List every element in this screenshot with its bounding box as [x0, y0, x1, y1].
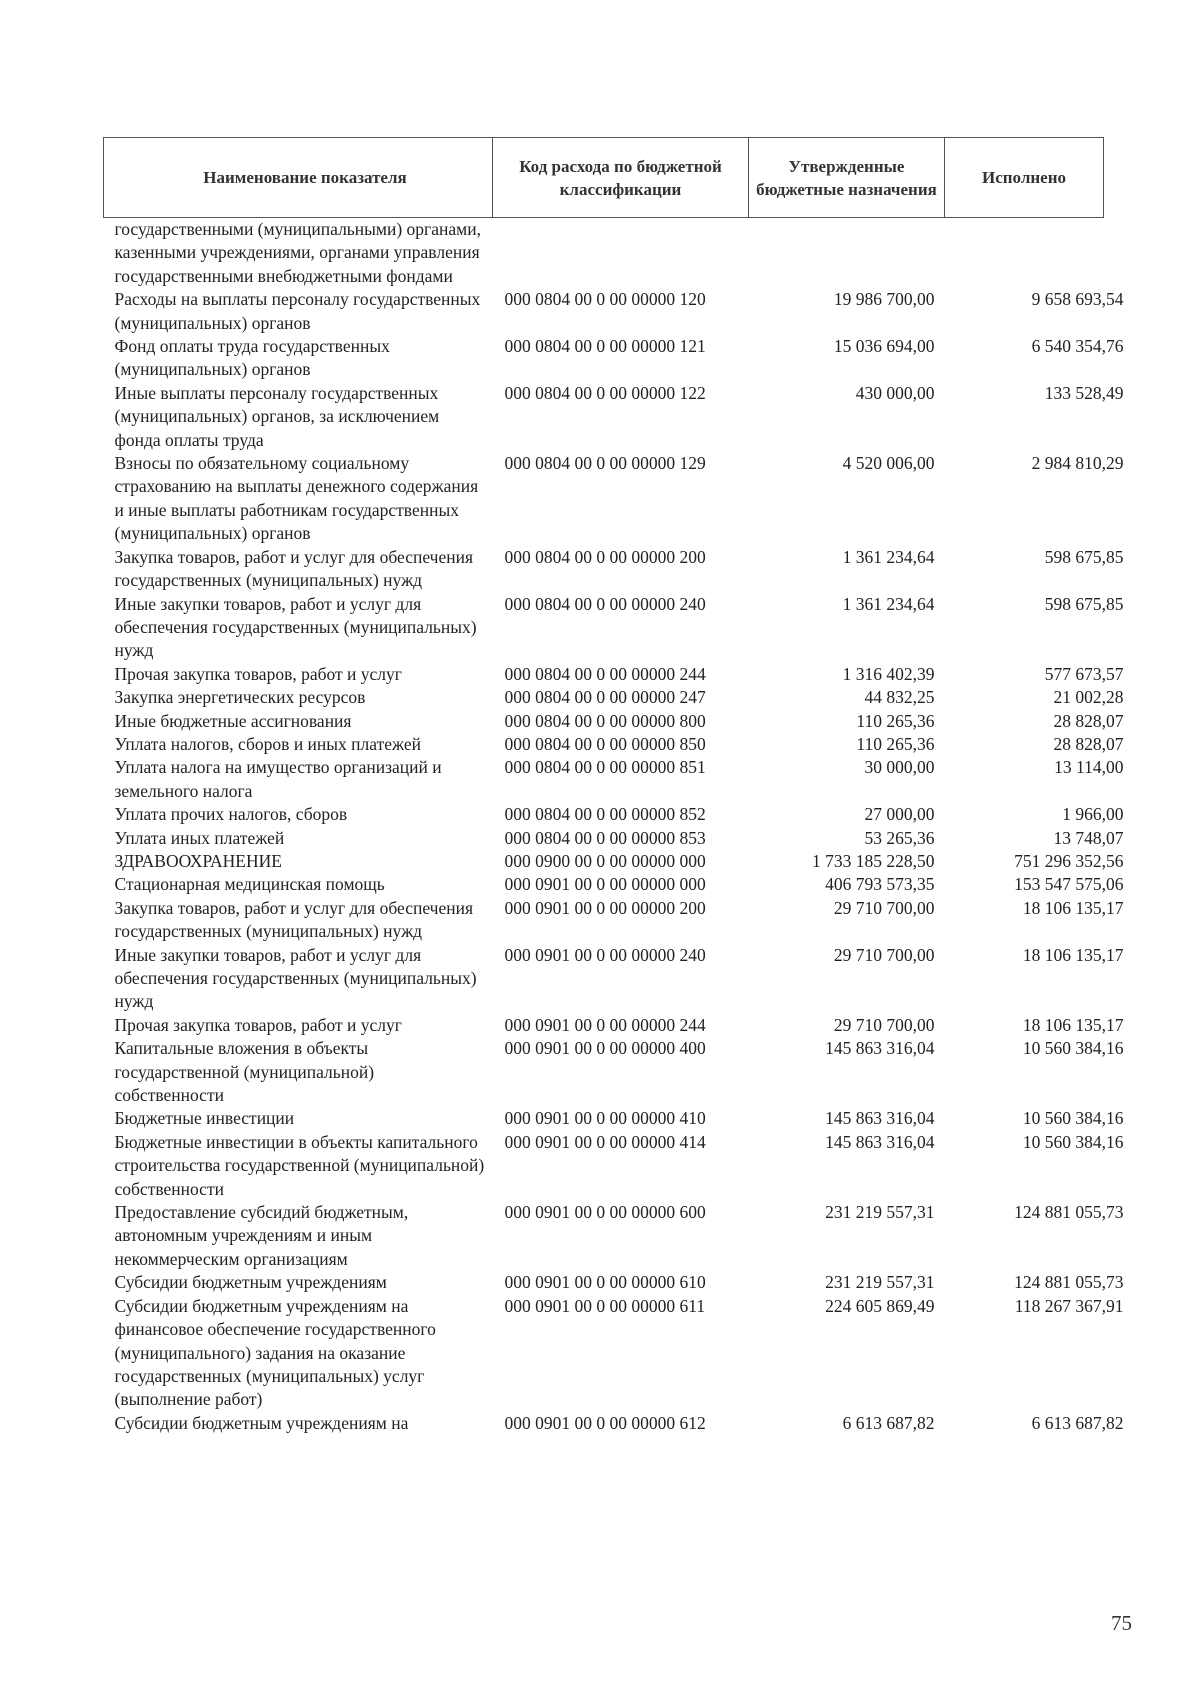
cell-plan: 430 000,00	[855, 382, 935, 403]
cell-done	[945, 897, 1124, 944]
cell-name: Расходы на выплаты персоналу государственных (муниципальных) органов	[114, 289, 481, 333]
cell-plan: 145 863 316,04	[825, 1038, 935, 1059]
table-row	[104, 850, 1104, 873]
cell-name: Закупка товаров, работ и услуг для обеспечения государственных (муниципальных) нужд	[114, 897, 474, 942]
cell-plan: 19 986 700,00	[833, 289, 935, 310]
cell-done-value: 6 540 354,76	[1031, 336, 1124, 357]
header-plan: Утвержденные бюджетные назначения	[749, 138, 945, 218]
cell-done-value: 10 560 384,16	[1022, 1108, 1124, 1129]
cell-name: Бюджетные инвестиции	[114, 1108, 295, 1129]
cell-code: 000 0804 00 0 00 00000 121	[504, 336, 706, 357]
cell-name: Уплата налогов, сборов и иных платежей	[114, 733, 421, 754]
table-row	[104, 686, 1104, 709]
cell-plan: 53 265,36	[864, 827, 935, 848]
table-row	[104, 1131, 1104, 1201]
cell-done-value: 10 560 384,16	[1022, 1038, 1124, 1059]
cell-done-value: 118 267 367,91	[1014, 1295, 1124, 1316]
cell-code: 000 0804 00 0 00 00000 122	[504, 382, 706, 403]
cell-done-value: 18 106 135,17	[1022, 944, 1124, 965]
cell-plan: 110 265,36	[856, 710, 935, 731]
cell-name: Бюджетные инвестиции в объекты капитального строительства государственной (муниципальной) собственности	[114, 1131, 485, 1199]
cell-plan: 1 361 234,64	[842, 593, 935, 614]
cell-plan: 44 832,25	[864, 687, 935, 708]
table-row	[104, 897, 1104, 944]
cell-plan: 6 613 687,82	[842, 1412, 935, 1433]
cell-done-value: 124 881 055,73	[1014, 1202, 1124, 1223]
cell-done-value: 751 296 352,56	[1014, 850, 1124, 871]
cell-done-value: 18 106 135,17	[1022, 897, 1124, 918]
cell-code: 000 0804 00 0 00 00000 851	[504, 757, 706, 778]
header-name: Наименование показателя	[104, 138, 493, 218]
cell-done-value: 21 002,28	[1053, 687, 1124, 708]
table-row	[104, 827, 1104, 850]
table-row	[104, 218, 1104, 289]
cell-plan: 110 265,36	[856, 733, 935, 754]
cell-name: Фонд оплаты труда государственных (муниципальных) органов	[114, 336, 390, 380]
table-row	[104, 382, 1104, 452]
cell-code: 000 0804 00 0 00 00000 200	[504, 546, 706, 567]
cell-code: 000 0901 00 0 00 00000 410	[504, 1108, 706, 1129]
cell-plan: 231 219 557,31	[825, 1272, 935, 1293]
cell-done	[945, 944, 1124, 1014]
cell-code: 000 0901 00 0 00 00000 611	[504, 1295, 706, 1316]
cell-name: Стационарная медицинская помощь	[114, 874, 385, 895]
cell-plan: 1 361 234,64	[842, 546, 935, 567]
cell-code: 000 0804 00 0 00 00000 853	[504, 827, 706, 848]
cell-done-value: 18 106 135,17	[1022, 1014, 1124, 1035]
cell-done	[945, 1037, 1124, 1107]
cell-name: Субсидии бюджетным учреждениям на финансовое обеспечение государственного (муниципального) задания на оказание государственных (муниципальных) услуг (выполнение работ)	[114, 1295, 436, 1410]
table-row	[104, 1037, 1104, 1107]
cell-done-value: 28 828,07	[1053, 733, 1124, 754]
cell-done-value: 577 673,57	[1044, 663, 1124, 684]
cell-done-value: 124 881 055,73	[1014, 1272, 1124, 1293]
cell-name: Субсидии бюджетным учреждениям на	[114, 1412, 409, 1433]
cell-plan: 4 520 006,00	[842, 453, 935, 474]
cell-code: 000 0804 00 0 00 00000 852	[504, 804, 706, 825]
cell-done-value: 1 966,00	[1062, 804, 1124, 825]
cell-plan: 145 863 316,04	[825, 1131, 935, 1152]
table-row	[104, 710, 1104, 733]
budget-table	[103, 137, 1124, 1435]
cell-done	[945, 382, 1124, 452]
cell-done	[945, 827, 1124, 850]
cell-done	[945, 218, 1104, 289]
cell-done	[945, 733, 1124, 756]
cell-name: Уплата налога на имущество организаций и земельного налога	[114, 757, 442, 801]
cell-done-value: 13 114,00	[1054, 757, 1124, 778]
cell-code: 000 0901 00 0 00 00000 600	[504, 1202, 706, 1223]
cell-done	[945, 593, 1124, 663]
cell-name: Прочая закупка товаров, работ и услуг	[114, 663, 402, 684]
cell-plan: 29 710 700,00	[833, 1014, 935, 1035]
table-row	[104, 756, 1104, 803]
cell-code: 000 0901 00 0 00 00000 414	[504, 1131, 706, 1152]
cell-plan: 224 605 869,49	[825, 1295, 935, 1316]
cell-done-value: 133 528,49	[1044, 382, 1124, 403]
table-row	[104, 1271, 1104, 1294]
cell-done	[945, 1295, 1124, 1412]
table-row	[104, 452, 1104, 546]
cell-done	[945, 803, 1124, 826]
cell-code: 000 0901 00 0 00 00000 000	[504, 874, 706, 895]
cell-done-value: 10 560 384,16	[1022, 1131, 1124, 1152]
cell-code: 000 0901 00 0 00 00000 200	[504, 897, 706, 918]
cell-name: Предоставление субсидий бюджетным, автономным учреждениям и иным некоммерческим организациям	[114, 1202, 409, 1269]
cell-plan: 15 036 694,00	[833, 336, 935, 357]
table-row	[104, 944, 1104, 1014]
table-row	[104, 546, 1104, 593]
cell-done-value: 153 547 575,06	[1014, 874, 1124, 895]
cell-name: Уплата прочих налогов, сборов	[114, 804, 348, 825]
header-done: Исполнено	[945, 138, 1104, 218]
cell-code: 000 0804 00 0 00 00000 800	[504, 710, 706, 731]
table-row	[104, 1014, 1104, 1037]
cell-plan: 27 000,00	[864, 804, 935, 825]
table-body	[104, 218, 1124, 1436]
cell-plan: 1 316 402,39	[842, 663, 935, 684]
cell-done	[945, 288, 1124, 335]
header-code: Код расхода по бюджетной классификации	[493, 138, 749, 218]
cell-name: Прочая закупка товаров, работ и услуг	[114, 1014, 402, 1035]
cell-done-value: 598 675,85	[1044, 546, 1124, 567]
cell-done-value: 2 984 810,29	[1031, 453, 1124, 474]
cell-plan: 145 863 316,04	[825, 1108, 935, 1129]
cell-done	[945, 1014, 1124, 1037]
table-row	[104, 803, 1104, 826]
cell-name: Иные закупки товаров, работ и услуг для обеспечения государственных (муниципальных) нужд	[114, 944, 477, 1012]
cell-done	[945, 873, 1124, 896]
cell-name: Уплата иных платежей	[114, 827, 285, 848]
cell-plan: 30 000,00	[864, 757, 935, 778]
cell-code: 000 0901 00 0 00 00000 244	[504, 1014, 706, 1035]
table-row	[104, 1201, 1104, 1271]
cell-done	[945, 686, 1124, 709]
cell-done-value: 6 613 687,82	[1031, 1412, 1124, 1433]
cell-name: Взносы по обязательному социальному страхованию на выплаты денежного содержания и иные выплаты работникам государственных (муниципальных) органов	[114, 453, 479, 544]
cell-code	[493, 218, 749, 289]
cell-name: Закупка товаров, работ и услуг для обеспечения государственных (муниципальных) нужд	[114, 546, 474, 591]
cell-done	[945, 1271, 1124, 1294]
table-row	[104, 1295, 1104, 1412]
cell-plan	[749, 218, 945, 289]
cell-done	[945, 663, 1124, 686]
cell-done	[945, 1131, 1124, 1201]
cell-name: Иные закупки товаров, работ и услуг для обеспечения государственных (муниципальных) нужд	[114, 593, 477, 661]
cell-name: Субсидии бюджетным учреждениям	[114, 1272, 387, 1293]
cell-plan: 29 710 700,00	[833, 944, 935, 965]
table-row	[104, 733, 1104, 756]
cell-code: 000 0804 00 0 00 00000 244	[504, 663, 706, 684]
table-row	[104, 335, 1104, 382]
cell-done-value: 28 828,07	[1053, 710, 1124, 731]
cell-done	[945, 1412, 1124, 1435]
table-header	[104, 138, 1104, 218]
cell-plan: 231 219 557,31	[825, 1202, 935, 1223]
cell-code: 000 0901 00 0 00 00000 400	[504, 1038, 706, 1059]
cell-code: 000 0901 00 0 00 00000 610	[504, 1272, 706, 1293]
cell-done	[945, 756, 1124, 803]
table-row	[104, 1412, 1104, 1435]
cell-plan: 29 710 700,00	[833, 897, 935, 918]
cell-code: 000 0804 00 0 00 00000 850	[504, 733, 706, 754]
cell-plan: 406 793 573,35	[825, 874, 935, 895]
cell-name: ЗДРАВООХРАНЕНИЕ	[114, 850, 282, 871]
cell-done	[945, 335, 1124, 382]
table-row	[104, 663, 1104, 686]
table-row	[104, 593, 1104, 663]
cell-code: 000 0901 00 0 00 00000 240	[504, 944, 706, 965]
cell-done-value: 9 658 693,54	[1031, 289, 1124, 310]
cell-name: Иные выплаты персоналу государственных (муниципальных) органов, за исключением фонда оплаты труда	[114, 382, 440, 450]
cell-code: 000 0901 00 0 00 00000 612	[504, 1412, 706, 1433]
table-row	[104, 1107, 1104, 1130]
page-number: 75	[1111, 1611, 1132, 1635]
cell-code: 000 0804 00 0 00 00000 247	[504, 687, 706, 708]
cell-code: 000 0804 00 0 00 00000 120	[504, 289, 706, 310]
cell-name: государственными (муниципальными) органами, казенными учреждениями, органами управления государственными внебюджетными фондами	[114, 219, 481, 286]
cell-done	[945, 710, 1124, 733]
cell-code: 000 0804 00 0 00 00000 240	[504, 593, 706, 614]
cell-done	[945, 452, 1124, 546]
table-row	[104, 873, 1104, 896]
cell-done-value: 13 748,07	[1053, 827, 1124, 848]
cell-name: Закупка энергетических ресурсов	[114, 687, 366, 708]
table-row	[104, 288, 1104, 335]
cell-done	[945, 850, 1124, 873]
cell-code: 000 0804 00 0 00 00000 129	[504, 453, 706, 474]
cell-done	[945, 1201, 1124, 1271]
cell-done	[945, 1107, 1124, 1130]
cell-name: Капитальные вложения в объекты государственной (муниципальной) собственности	[114, 1038, 375, 1106]
cell-name: Иные бюджетные ассигнования	[114, 710, 352, 731]
cell-plan: 1 733 185 228,50	[812, 850, 935, 871]
cell-done	[945, 546, 1124, 593]
cell-code: 000 0900 00 0 00 00000 000	[504, 850, 706, 871]
cell-done-value: 598 675,85	[1044, 593, 1124, 614]
